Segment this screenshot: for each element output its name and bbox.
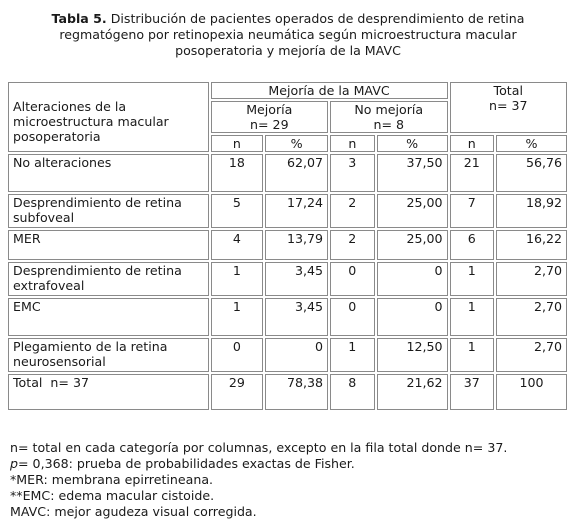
cell: 1	[450, 338, 495, 372]
cell: 29	[211, 374, 264, 410]
cell: 4	[211, 230, 264, 260]
footnote-mer: *MER: membrana epirretineana.	[10, 472, 214, 487]
col-n: n	[450, 135, 495, 152]
col-pct: %	[265, 135, 328, 152]
cell: 3	[330, 154, 375, 192]
cell: 62,07	[265, 154, 328, 192]
cell: 12,50	[377, 338, 448, 372]
caption-line-3: posoperatoria y mejoría de la MAVC	[175, 43, 401, 58]
table-row	[8, 154, 567, 192]
mejoria-header: Mejoría n= 29	[211, 101, 328, 133]
cell: 0	[377, 298, 448, 336]
cell: 0	[330, 262, 375, 296]
footnote-mavc: MAVC: mejor agudeza visual corregida.	[10, 504, 257, 519]
cell: 1	[450, 298, 495, 336]
table-row	[8, 194, 567, 228]
cell: 2,70	[496, 338, 567, 372]
caption-line-2: regmatógeno por retinopexia neumática según microestructura macular	[59, 27, 517, 42]
cell: 0	[377, 262, 448, 296]
row-label: Desprendimiento de retina extrafoveal	[8, 262, 209, 296]
cell: 18	[211, 154, 264, 192]
no-mejoria-header: No mejoría n= 8	[330, 101, 447, 133]
cell: 2,70	[496, 262, 567, 296]
cell: 13,79	[265, 230, 328, 260]
cell: 8	[330, 374, 375, 410]
cell: 37,50	[377, 154, 448, 192]
cell: 3,45	[265, 262, 328, 296]
table-caption	[0, 11, 576, 59]
cell: 3,45	[265, 298, 328, 336]
cell: 37	[450, 374, 495, 410]
cell: 6	[450, 230, 495, 260]
footnote-n: n= total en cada categoría por columnas, excepto en la fila total donde n= 37.	[10, 440, 508, 455]
footnotes	[10, 440, 507, 520]
cell: 78,38	[265, 374, 328, 410]
row-label: MER	[8, 230, 209, 260]
caption-text: Distribución de pacientes operados de desprendimiento de retina	[106, 11, 525, 26]
cell: 1	[450, 262, 495, 296]
cell: 56,76	[496, 154, 567, 192]
cell: 25,00	[377, 230, 448, 260]
footnote-p: p= 0,368: prueba de probabilidades exactas de Fisher.	[10, 456, 355, 471]
cell: 25,00	[377, 194, 448, 228]
cell: 100	[496, 374, 567, 410]
table-row	[8, 298, 567, 336]
cell: 1	[330, 338, 375, 372]
footnote-emc: **EMC: edema macular cistoide.	[10, 488, 215, 503]
row-label: Total n= 37	[8, 374, 209, 410]
cell: 0	[211, 338, 264, 372]
data-table	[6, 80, 569, 412]
cell: 0	[265, 338, 328, 372]
row-label: EMC	[8, 298, 209, 336]
row-label: Desprendimiento de retina subfoveal	[8, 194, 209, 228]
table-row	[8, 230, 567, 260]
cell: 0	[330, 298, 375, 336]
cell: 2	[330, 230, 375, 260]
row-header: Alteraciones de la microestructura macular posoperatoria	[8, 82, 209, 152]
caption-label: Tabla 5.	[51, 11, 107, 26]
table-row	[8, 338, 567, 372]
cell: 7	[450, 194, 495, 228]
col-n: n	[330, 135, 375, 152]
col-pct: %	[377, 135, 448, 152]
row-label: No alteraciones	[8, 154, 209, 192]
row-label: Plegamiento de la retina neurosensorial	[8, 338, 209, 372]
col-pct: %	[496, 135, 567, 152]
cell: 16,22	[496, 230, 567, 260]
cell: 2	[330, 194, 375, 228]
cell: 18,92	[496, 194, 567, 228]
cell: 21,62	[377, 374, 448, 410]
group-header: Mejoría de la MAVC	[211, 82, 448, 99]
cell: 21	[450, 154, 495, 192]
cell: 17,24	[265, 194, 328, 228]
cell: 5	[211, 194, 264, 228]
cell: 1	[211, 298, 264, 336]
table-row	[8, 262, 567, 296]
cell: 2,70	[496, 298, 567, 336]
total-header: Total n= 37	[450, 82, 568, 133]
table-row-total	[8, 374, 567, 410]
col-n: n	[211, 135, 264, 152]
cell: 1	[211, 262, 264, 296]
